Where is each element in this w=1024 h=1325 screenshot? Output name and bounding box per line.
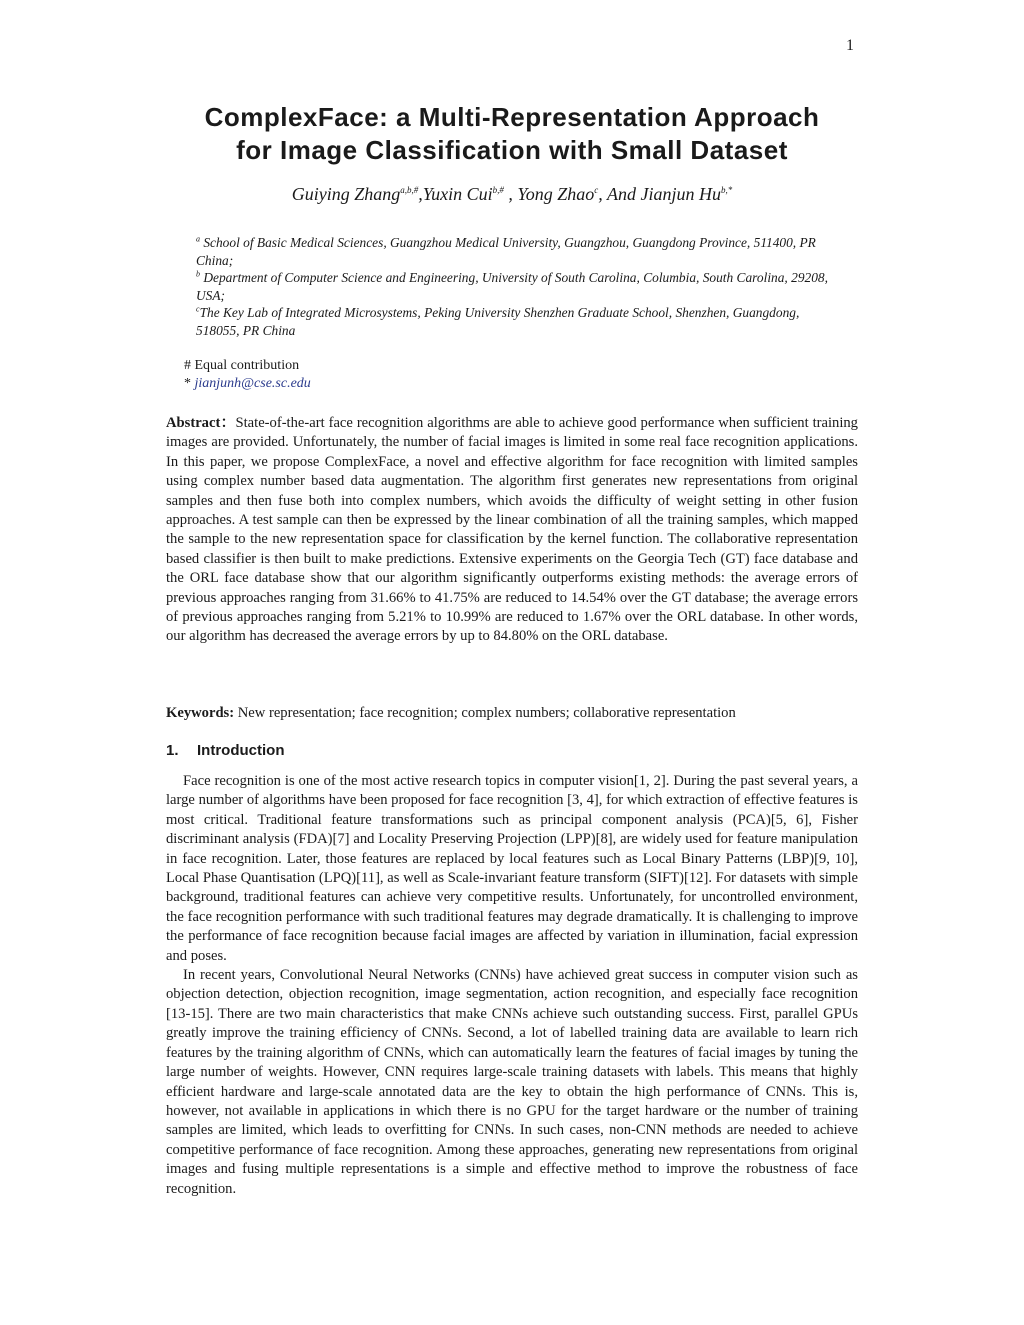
page-number: 1	[846, 37, 854, 54]
keywords-label: Keywords:	[166, 705, 235, 721]
author-separator: ,	[503, 184, 518, 204]
email-link[interactable]: jianjunh@cse.sc.edu	[194, 376, 311, 391]
corresponding-author-note	[184, 375, 311, 393]
author-affil-mark: c	[594, 185, 599, 195]
author-separator: ,	[418, 184, 423, 204]
affiliation-a	[196, 234, 836, 269]
title-line-1: ComplexFace: a Multi-Representation Approach	[204, 102, 820, 132]
author-affil-mark: b,*	[720, 185, 733, 195]
affiliation-c	[196, 304, 836, 339]
author-name: Guiying Zhang	[291, 184, 401, 204]
introduction-body	[166, 772, 858, 1199]
author-name: Jianjun Hu	[640, 184, 721, 204]
keywords	[166, 704, 858, 723]
paragraph: Face recognition is one of the most active research topics in computer vision[1, 2]. During the past several years, a large number of algorithms have been proposed for face recognition [3, 4], for which extraction of effective features is most critical. Traditional feature transformations such as principal component analysis (PCA)[5, 6], Fisher discriminant analysis (FDA)[7] and Locality Preserving Projection (LPP)[8], are widely used for feature manipulation in face recognition. Later, those features are replaced by local features such as Local Binary Patterns (LBP)[9, 10], Local Phase Quantisation (LPQ)[11], as well as Scale-invariant feature transform (SIFT)[12]. For datasets with simple background, traditional features can achieve very competitive results. Unfortunately, for uncontrolled environment, the face recognition performance with such traditional features may degrade dramatically. It is challenging to improve the performance of face recognition because facial images are affected by variation in illumination, facial expression and poses.	[166, 773, 858, 964]
paragraph: In recent years, Convolutional Neural Networks (CNNs) have achieved great success in computer vision such as objection detection, objection recognition, image segmentation, action recognition, and especially face recognition [13-15]. There are two main characteristics that make CNNs achieve such outstanding success. First, parallel GPUs greatly improve the training efficiency of CNNs. Second, a lot of labelled training data are available to learn rich features by the training algorithm of CNNs, which can automatically learn the features of facial images by tuning the large number of weights. However, CNN requires large-scale training datasets with labels. This means that highly efficient hardware and large-scale annotated data are the key to obtain the high performance of CNNs. This is, however, not available in applications in which there is no GPU for the target hardware or the number of training samples are limited, which leads to overfitting for CNNs. In such cases, non-CNN methods are needed to achieve competitive performance of face recognition. Among these approaches, generating new representations from original images and fusing multiple representations is a simple and effective method to improve the robustness of face recognition.	[166, 967, 858, 1197]
affiliation-text: The Key Lab of Integrated Microsystems, Peking University Shenzhen Graduate School, Shenzhen, Guangdong, 518055, PR China	[196, 305, 800, 338]
affiliation-text: School of Basic Medical Sciences, Guangzhou Medical University, Guangzhou, Guangdong Province, 511400, PR China;	[196, 235, 816, 268]
author-affil-mark: a,b,#	[400, 185, 419, 195]
abstract	[166, 414, 858, 647]
abstract-text: State-of-the-art face recognition algorithms are able to achieve good performance when sufficient training images are provided. Unfortunately, the number of facial images is limited in some real face recognition applications. In this paper, we propose ComplexFace, a novel and effective algorithm for face recognition with limited samples using complex number based data augmentation. The algorithm first generates new representations from original samples and then fuse both into complex numbers, which avoids the difficulty of weight setting in other fusion approaches. A test sample can then be expressed by the linear combination of all the training samples, which mapped the sample to the new representation space for classification by the kernel function. The collaborative representation based classifier is then built to make predictions. Extensive experiments on the Georgia Tech (GT) face database and the ORL face database show that our algorithm significantly outperforms existing methods: the average errors of previous approaches ranging from 31.66% to 41.75% are reduced to 14.54% over the GT database; the average errors of previous approaches ranging from 5.21% to 10.99% are reduced to 1.67% over the ORL database. In other words, our algorithm has decreased the average errors by up to 84.80% on the ORL database.	[166, 415, 858, 645]
title-line-2: for Image Classification with Small Dataset	[236, 135, 788, 165]
section-title: Introduction	[197, 742, 285, 759]
affiliation-mark: c	[196, 304, 200, 314]
affiliation-b	[196, 269, 836, 304]
author-name: Yong Zhao	[517, 184, 595, 204]
affiliation-mark: a	[196, 234, 200, 244]
author-list	[0, 184, 1024, 205]
section-number: 1.	[166, 742, 179, 759]
author-name: Yuxin Cui	[422, 184, 493, 204]
keywords-text: New representation; face recognition; complex numbers; collaborative representation	[234, 705, 736, 721]
author-affil-mark: b,#	[492, 185, 504, 195]
section-heading-introduction	[166, 742, 284, 759]
author-notes	[184, 357, 311, 393]
paper-title	[0, 101, 1024, 167]
affiliations	[196, 234, 836, 339]
corresponding-mark: *	[184, 376, 195, 391]
author-separator: , And	[598, 184, 641, 204]
affiliation-text: Department of Computer Science and Engineering, University of South Carolina, Columbia, South Carolina, 29208, USA;	[196, 270, 828, 303]
abstract-label: Abstract：	[166, 415, 236, 431]
equal-contribution-note: # Equal contribution	[184, 358, 300, 373]
affiliation-mark: b	[196, 269, 200, 279]
